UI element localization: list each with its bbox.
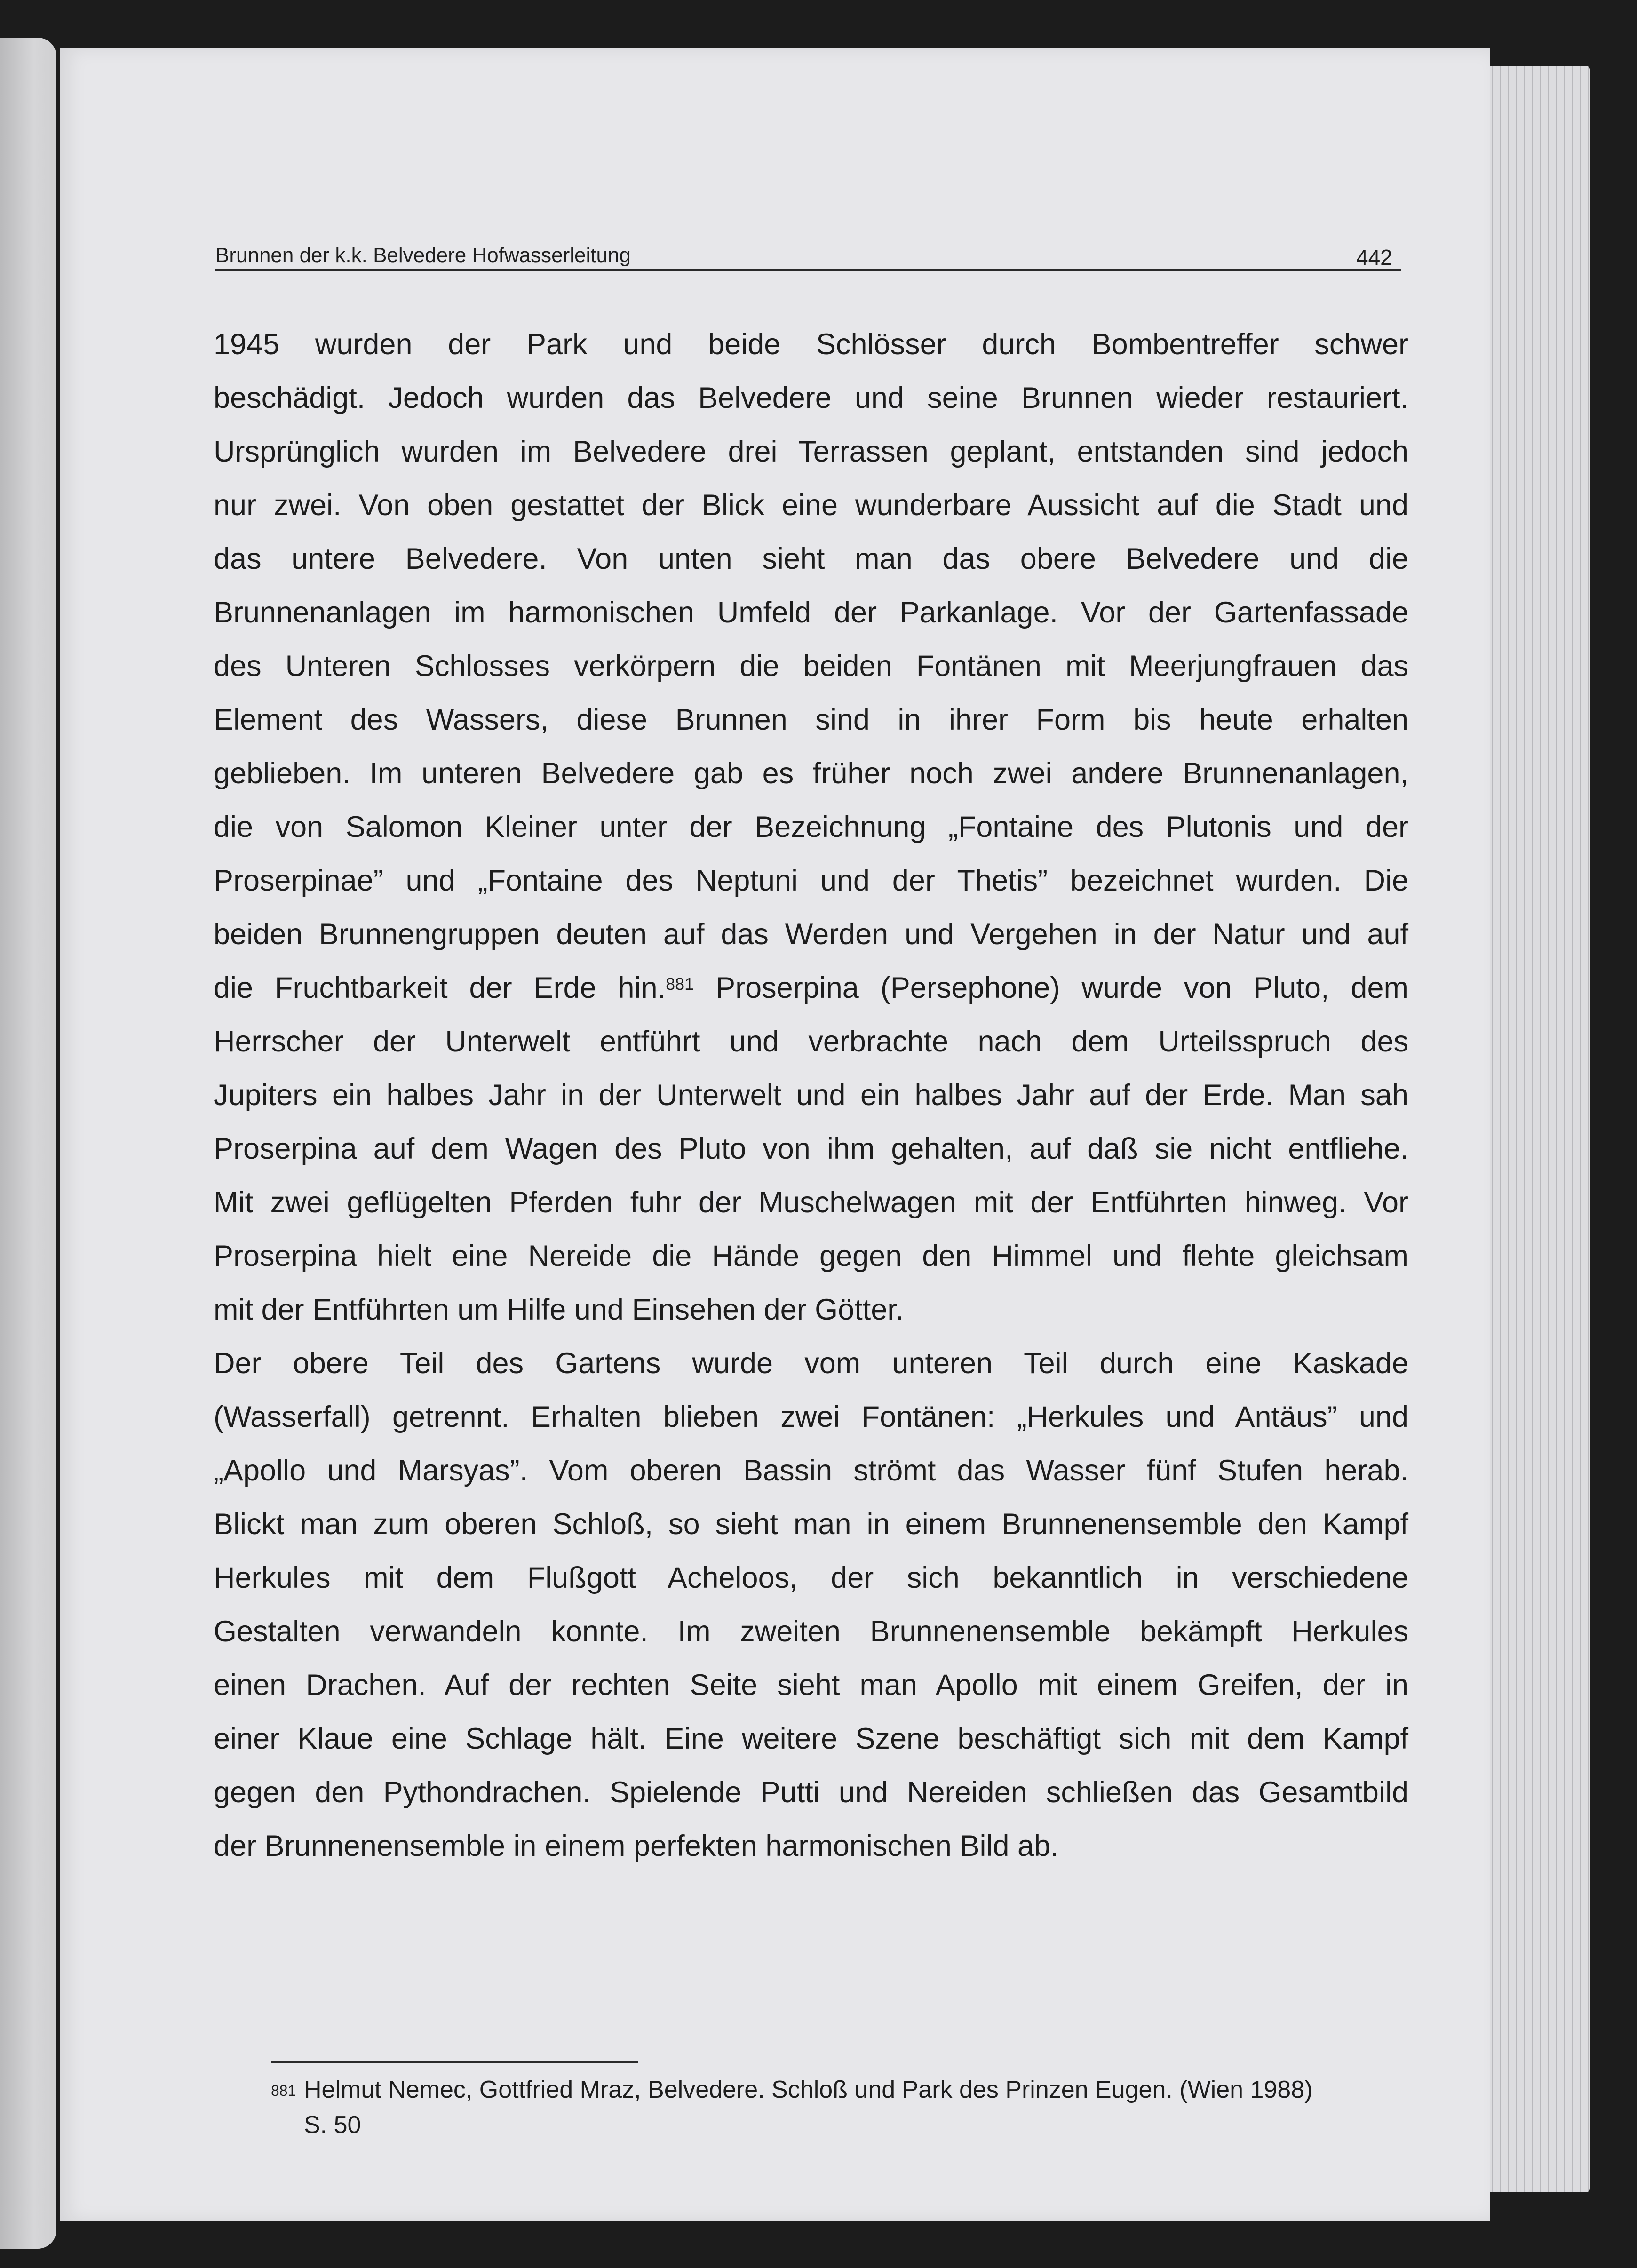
text-line: beschädigt. Jedoch wurden das Belvedere und seine Brunnen wieder restauriert. <box>214 382 1408 414</box>
text-line: die von Salomon Kleiner unter der Bezeichnung „Fontaine des Plutonis und der <box>214 811 1408 844</box>
text-line: nur zwei. Von oben gestattet der Blick eine wunderbare Aussicht auf die Stadt und <box>214 489 1408 522</box>
text-line: „Apollo und Marsyas”. Vom oberen Bassin strömt das Wasser fünf Stufen herab. <box>214 1454 1408 1487</box>
text-line: einen Drachen. Auf der rechten Seite sieht man Apollo mit einem Greifen, der in <box>214 1669 1408 1702</box>
text-line: mit der Entführten um Hilfe und Einsehen der Götter. <box>214 1293 904 1326</box>
text-line: Herkules mit dem Flußgott Acheloos, der sich bekanntlich in verschiedene <box>214 1561 1408 1594</box>
book-page <box>60 48 1490 2221</box>
text-line: Proserpina hielt eine Nereide die Hände gegen den Himmel und flehte gleichsam <box>214 1240 1408 1273</box>
text-line: Proserpinae” und „Fontaine des Neptuni und der Thetis” bezeichnet wurden. Die <box>214 864 1408 897</box>
footnote-reference[interactable]: 881 <box>666 974 694 994</box>
text-line: einer Klaue eine Schlage hält. Eine weitere Szene beschäftigt sich mit dem Kampf <box>214 1722 1408 1755</box>
text-line: gegen den Pythondrachen. Spielende Putti und Nereiden schließen das Gesamtbild <box>214 1776 1408 1809</box>
text-line-with-footnote <box>214 969 1408 1007</box>
footnote-divider <box>271 2061 638 2063</box>
text-line: Herrscher der Unterwelt entführt und verbrachte nach dem Urteilsspruch des <box>214 1025 1408 1058</box>
text-segment: Proserpina (Persephone) wurde von Pluto, dem <box>715 971 1408 1004</box>
text-line: das untere Belvedere. Von unten sieht man das obere Belvedere und die <box>214 542 1408 575</box>
text-segment: die Fruchtbarkeit der Erde hin. <box>214 971 666 1004</box>
text-line: Jupiters ein halbes Jahr in der Unterwelt und ein halbes Jahr auf der Erde. Man sah <box>214 1079 1408 1112</box>
text-line: geblieben. Im unteren Belvedere gab es früher noch zwei andere Brunnenanlagen, <box>214 757 1408 790</box>
text-line: Der obere Teil des Gartens wurde vom unteren Teil durch eine Kaskade <box>214 1347 1408 1380</box>
text-line: Mit zwei geflügelten Pferden fuhr der Muschelwagen mit der Entführten hinweg. Vor <box>214 1186 1408 1219</box>
text-line: Brunnenanlagen im harmonischen Umfeld der Parkanlage. Vor der Gartenfassade <box>214 596 1408 629</box>
text-line: Blickt man zum oberen Schloß, so sieht man in einem Brunnenensemble den Kampf <box>214 1508 1408 1541</box>
left-page-edge <box>0 38 56 2249</box>
footnote-mark: 881 <box>271 2082 296 2099</box>
text-line: (Wasserfall) getrennt. Erhalten blieben zwei Fontänen: „Herkules und Antäus” und <box>214 1401 1408 1433</box>
text-line: der Brunnenensemble in einem perfekten harmonischen Bild ab. <box>214 1830 1059 1862</box>
page-stack-edges <box>1477 66 1590 2192</box>
text-line: Element des Wassers, diese Brunnen sind in ihrer Form bis heute erhalten <box>214 703 1408 736</box>
running-header <box>215 236 1401 271</box>
text-line: 1945 wurden der Park und beide Schlösser durch Bombentreffer schwer <box>214 328 1408 361</box>
text-line: des Unteren Schlosses verkörpern die beiden Fontänen mit Meerjungfrauen das <box>214 650 1408 683</box>
page-number: 442 <box>1356 245 1392 270</box>
text-line: Ursprünglich wurden im Belvedere drei Terrassen geplant, entstanden sind jedoch <box>214 435 1408 468</box>
footnote-text: S. 50 <box>304 2111 361 2139</box>
text-line: Proserpina auf dem Wagen des Pluto von ihm gehalten, auf daß sie nicht entfliehe. <box>214 1132 1408 1165</box>
header-title: Brunnen der k.k. Belvedere Hofwasserleitung <box>215 244 631 267</box>
footnote-text: Helmut Nemec, Gottfried Mraz, Belvedere. Schloß und Park des Prinzen Eugen. (Wien 1988) <box>304 2076 1313 2103</box>
text-line: Gestalten verwandeln konnte. Im zweiten Brunnenensemble bekämpft Herkules <box>214 1615 1408 1648</box>
text-line: beiden Brunnengruppen deuten auf das Werden und Vergehen in der Natur und auf <box>214 918 1408 951</box>
